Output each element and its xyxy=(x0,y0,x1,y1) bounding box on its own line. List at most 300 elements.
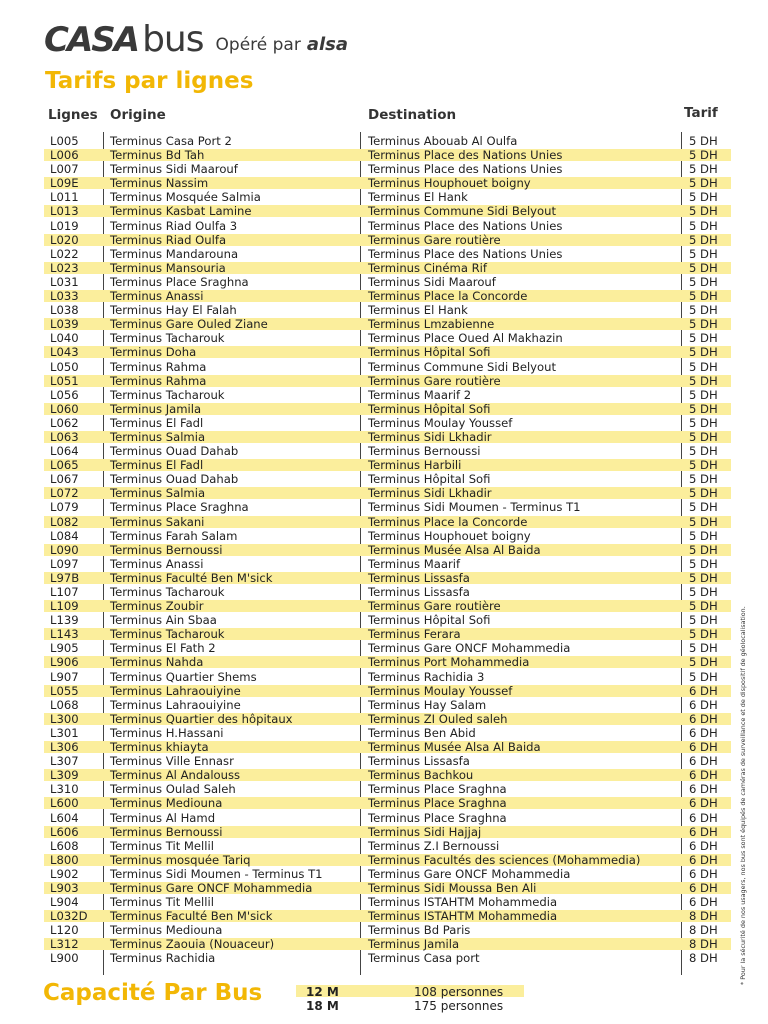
fare-cell: 8 DH xyxy=(689,951,718,966)
table-row xyxy=(44,768,731,782)
origin-cell: Terminus Faculté Ben M'sick xyxy=(110,570,273,585)
origin-cell: Terminus Anassi xyxy=(110,556,204,571)
line-code: L079 xyxy=(50,500,79,515)
origin-cell: Terminus Salmia xyxy=(110,486,206,501)
origin-cell: Terminus Oulad Saleh xyxy=(110,782,236,797)
table-row xyxy=(44,472,731,486)
fare-cell: 5 DH xyxy=(689,303,718,318)
fare-cell: 6 DH xyxy=(689,725,718,740)
fare-cell: 5 DH xyxy=(689,444,718,459)
origin-cell: Terminus Lahraouiyine xyxy=(110,683,241,698)
table-row xyxy=(44,754,731,768)
line-code: L107 xyxy=(50,585,79,599)
brand-bus: bus xyxy=(142,19,204,60)
origin-cell: Terminus khiayta xyxy=(110,740,209,755)
line-code: L005 xyxy=(50,134,79,148)
line-code: L019 xyxy=(50,218,79,233)
table-row xyxy=(44,796,731,810)
table-row xyxy=(44,543,731,557)
table-row xyxy=(44,684,731,698)
table-row xyxy=(44,345,731,359)
line-code: L063 xyxy=(50,429,79,444)
line-code: L082 xyxy=(50,514,79,529)
line-code: L904 xyxy=(50,895,79,910)
table-row xyxy=(44,233,731,247)
brand-logo xyxy=(44,20,348,60)
destination-cell: Terminus Houphouet boigny xyxy=(368,528,531,543)
fare-cell: 8 DH xyxy=(689,923,718,938)
line-code: L906 xyxy=(50,655,79,670)
operator-logo: alsa xyxy=(306,34,349,55)
origin-cell: Terminus Lahraouiyine xyxy=(110,697,241,712)
table-row xyxy=(44,360,731,374)
origin-cell: Terminus Mediouna xyxy=(110,796,223,811)
page-title: Tarifs par lignes xyxy=(45,68,254,94)
destination-cell: Terminus Lissasfa xyxy=(368,754,470,769)
origin-cell: Terminus Kasbat Lamine xyxy=(110,204,252,219)
line-code: L020 xyxy=(50,232,79,247)
line-code: L300 xyxy=(50,711,79,726)
destination-cell: Terminus Moulay Youssef xyxy=(368,683,513,698)
destination-cell: Terminus Port Mohammedia xyxy=(368,655,530,670)
col-header-origine: Origine xyxy=(110,107,166,123)
origin-cell: Terminus Mosquée Salmia xyxy=(110,190,261,205)
destination-cell: Terminus Musée Alsa Al Baida xyxy=(368,542,541,557)
origin-cell: Terminus Al Hamd xyxy=(110,810,216,825)
origin-cell: Terminus Nassim xyxy=(110,176,209,191)
fare-cell: 5 DH xyxy=(689,148,718,163)
table-row xyxy=(44,204,731,218)
fare-cell: 5 DH xyxy=(689,599,718,614)
destination-cell: Terminus Jamila xyxy=(368,937,460,952)
destination-cell: Terminus Ben Abid xyxy=(368,725,476,740)
origin-cell: Terminus mosquée Tariq xyxy=(110,852,251,867)
table-row xyxy=(44,909,731,923)
destination-cell: Terminus Z.I Bernoussi xyxy=(368,838,500,853)
origin-cell: Terminus El Fadl xyxy=(110,458,204,473)
line-code: L307 xyxy=(50,754,79,769)
line-code: L040 xyxy=(50,331,79,346)
table-row xyxy=(44,331,731,345)
line-code: L062 xyxy=(50,415,79,430)
fare-cell: 5 DH xyxy=(689,289,718,304)
fare-cell: 5 DH xyxy=(689,570,718,585)
destination-cell: Terminus Commune Sidi Belyout xyxy=(368,359,557,374)
origin-cell: Terminus El Fath 2 xyxy=(110,641,216,656)
destination-cell: Terminus Gare routière xyxy=(368,232,501,247)
table-row xyxy=(44,627,731,641)
table-row xyxy=(44,317,731,331)
fare-cell: 6 DH xyxy=(689,711,718,726)
fare-cell: 6 DH xyxy=(689,754,718,769)
origin-cell: Terminus Ain Sbaa xyxy=(110,613,217,628)
line-code: L139 xyxy=(50,613,79,628)
fare-cell: 5 DH xyxy=(689,514,718,529)
origin-cell: Terminus Zoubir xyxy=(110,599,204,614)
line-code: L902 xyxy=(50,866,79,881)
table-row xyxy=(44,726,731,740)
line-code: L97B xyxy=(50,570,80,585)
fare-cell: 5 DH xyxy=(689,528,718,543)
fare-cell: 5 DH xyxy=(689,260,718,275)
destination-cell: Terminus Houphouet boigny xyxy=(368,176,531,191)
line-code: L067 xyxy=(50,472,79,487)
destination-cell: Terminus Place des Nations Unies xyxy=(368,162,563,177)
table-row xyxy=(44,134,731,148)
fare-cell: 6 DH xyxy=(689,852,718,867)
destination-cell: Terminus Place Oued Al Makhazin xyxy=(368,331,563,346)
table-row xyxy=(44,839,731,853)
origin-cell: Terminus Farah Salam xyxy=(110,528,238,543)
destination-cell: Terminus Commune Sidi Belyout xyxy=(368,204,557,219)
capacity-size-12: 12 M xyxy=(306,985,339,999)
fare-cell: 5 DH xyxy=(689,415,718,430)
destination-cell: Terminus Gare ONCF Mohammedia xyxy=(368,641,571,656)
col-header-destination: Destination xyxy=(368,107,457,123)
table-row xyxy=(44,275,731,289)
origin-cell: Terminus Quartier des hôpitaux xyxy=(110,711,293,726)
table-row xyxy=(44,867,731,881)
origin-cell: Terminus Tacharouk xyxy=(110,387,225,402)
origin-cell: Terminus Riad Oulfa xyxy=(110,232,227,247)
table-row xyxy=(44,430,731,444)
origin-cell: Terminus Tacharouk xyxy=(110,331,225,346)
fare-cell: 5 DH xyxy=(689,359,718,374)
fare-cell: 5 DH xyxy=(689,317,718,332)
table-row xyxy=(44,247,731,261)
fare-cell: 6 DH xyxy=(689,866,718,881)
origin-cell: Terminus El Fadl xyxy=(110,415,204,430)
origin-cell: Terminus Bernoussi xyxy=(110,542,223,557)
fare-cell: 5 DH xyxy=(689,218,718,233)
fare-cell: 6 DH xyxy=(689,810,718,825)
origin-cell: Terminus Gare Ouled Ziane xyxy=(110,317,268,332)
line-code: L064 xyxy=(50,444,79,459)
destination-cell: Terminus Sidi Hajjaj xyxy=(368,824,482,839)
fare-cell: 5 DH xyxy=(689,669,718,684)
capacity-persons-18: 175 personnes xyxy=(414,999,504,1013)
side-note-text: * Pour la sécurité de nos usagers, nos bus sont équipés de caméras de surveillance et de dispositif de géolocalisation. xyxy=(739,606,747,985)
line-code: L903 xyxy=(50,880,79,895)
destination-cell: Terminus Place des Nations Unies xyxy=(368,246,563,261)
line-code: L031 xyxy=(50,274,79,289)
line-code: L312 xyxy=(50,937,79,952)
fare-cell: 5 DH xyxy=(689,429,718,444)
fare-cell: 5 DH xyxy=(689,176,718,191)
table-row xyxy=(44,557,731,571)
table-row xyxy=(44,641,731,655)
destination-cell: Terminus Ferara xyxy=(368,627,461,642)
line-code: L007 xyxy=(50,162,79,177)
line-code: L900 xyxy=(50,951,79,966)
origin-cell: Terminus Tacharouk xyxy=(110,627,225,642)
origin-cell: Terminus Doha xyxy=(110,345,197,360)
origin-cell: Terminus H.Hassani xyxy=(110,725,224,740)
table-row xyxy=(44,937,731,951)
origin-cell: Terminus Ouad Dahab xyxy=(110,444,239,459)
origin-cell: Terminus Hay El Falah xyxy=(110,303,237,318)
line-code: L097 xyxy=(50,556,79,571)
destination-cell: Terminus ISTAHTM Mohammedia xyxy=(368,909,558,924)
origin-cell: Terminus Rahma xyxy=(110,373,207,388)
destination-cell: Terminus ZI Ouled saleh xyxy=(368,711,508,726)
destination-cell: Terminus El Hank xyxy=(368,190,468,205)
destination-cell: Terminus Sidi Lkhadir xyxy=(368,486,492,501)
line-code: L905 xyxy=(50,641,79,656)
origin-cell: Terminus Casa Port 2 xyxy=(110,134,232,148)
fare-cell: 5 DH xyxy=(689,232,718,247)
destination-cell: Terminus Hôpital Sofi xyxy=(368,613,491,628)
fare-cell: 6 DH xyxy=(689,697,718,712)
destination-cell: Terminus Sidi Lkhadir xyxy=(368,429,492,444)
destination-cell: Terminus Hôpital Sofi xyxy=(368,401,491,416)
origin-cell: Terminus Zaouia (Nouaceur) xyxy=(110,937,275,952)
origin-cell: Terminus Bd Tah xyxy=(110,148,205,163)
destination-cell: Terminus Place Sraghna xyxy=(368,782,507,797)
destination-cell: Terminus Gare routière xyxy=(368,599,501,614)
operated-by-label: Opéré par xyxy=(215,35,301,55)
fare-cell: 5 DH xyxy=(689,542,718,557)
line-code: L310 xyxy=(50,782,79,797)
fare-cell: 6 DH xyxy=(689,683,718,698)
fare-cell: 5 DH xyxy=(689,246,718,261)
line-code: L604 xyxy=(50,810,79,825)
capacity-title: Capacité Par Bus xyxy=(43,980,263,1006)
origin-cell: Terminus Al Andalouss xyxy=(110,768,241,783)
fare-cell: 5 DH xyxy=(689,345,718,360)
destination-cell: Terminus Hôpital Sofi xyxy=(368,345,491,360)
destination-cell: Terminus ISTAHTM Mohammedia xyxy=(368,895,558,910)
destination-cell: Terminus Hôpital Sofi xyxy=(368,472,491,487)
origin-cell: Terminus Quartier Shems xyxy=(110,669,257,684)
origin-cell: Terminus Sakani xyxy=(110,514,205,529)
table-row xyxy=(44,416,731,430)
origin-cell: Terminus Ville Ennasr xyxy=(110,754,234,769)
destination-cell: Terminus Sidi Maarouf xyxy=(368,274,496,289)
destination-cell: Terminus Rachidia 3 xyxy=(368,669,485,684)
fare-cell: 6 DH xyxy=(689,796,718,811)
fare-cell: 5 DH xyxy=(689,458,718,473)
fare-cell: 5 DH xyxy=(689,373,718,388)
destination-cell: Terminus Place Sraghna xyxy=(368,796,507,811)
origin-cell: Terminus Salmia xyxy=(110,429,206,444)
fare-cell: 6 DH xyxy=(689,895,718,910)
destination-cell: Terminus Harbili xyxy=(368,458,462,473)
fare-cell: 5 DH xyxy=(689,556,718,571)
table-row xyxy=(44,825,731,839)
line-code: L013 xyxy=(50,204,79,219)
origin-cell: Terminus Riad Oulfa 3 xyxy=(110,218,238,233)
line-code: L072 xyxy=(50,486,79,501)
origin-cell: Terminus Anassi xyxy=(110,289,204,304)
table-row xyxy=(44,585,731,599)
table-row xyxy=(44,599,731,613)
fare-cell: 5 DH xyxy=(689,613,718,628)
line-code: L011 xyxy=(50,190,79,205)
line-code: L800 xyxy=(50,852,79,867)
destination-cell: Terminus Bernoussi xyxy=(368,444,481,459)
line-code: L606 xyxy=(50,824,79,839)
fare-cell: 5 DH xyxy=(689,387,718,402)
table-row xyxy=(44,374,731,388)
fare-cell: 5 DH xyxy=(689,190,718,205)
destination-cell: Terminus Sidi Moussa Ben Ali xyxy=(368,880,537,895)
destination-cell: Terminus Maarif xyxy=(368,556,461,571)
table-row xyxy=(44,712,731,726)
line-code: L056 xyxy=(50,387,79,402)
destination-cell: Terminus Moulay Youssef xyxy=(368,415,513,430)
line-code: L600 xyxy=(50,796,79,811)
line-code: L120 xyxy=(50,923,79,938)
fare-cell: 6 DH xyxy=(689,824,718,839)
fare-cell: 5 DH xyxy=(689,204,718,219)
line-code: L023 xyxy=(50,260,79,275)
line-code: L608 xyxy=(50,838,79,853)
fare-cell: 8 DH xyxy=(689,937,718,952)
destination-cell: Terminus Hay Salam xyxy=(368,697,487,712)
fare-cell: 5 DH xyxy=(689,134,718,148)
fare-cell: 6 DH xyxy=(689,768,718,783)
table-row xyxy=(44,740,731,754)
origin-cell: Terminus Mansouria xyxy=(110,260,226,275)
destination-cell: Terminus Place Sraghna xyxy=(368,810,507,825)
table-row xyxy=(44,613,731,627)
capacity-size-18: 18 M xyxy=(306,999,339,1013)
destination-cell: Terminus Gare routière xyxy=(368,373,501,388)
table-row xyxy=(44,500,731,514)
line-code: L060 xyxy=(50,401,79,416)
line-code: L006 xyxy=(50,148,79,163)
fare-cell: 6 DH xyxy=(689,880,718,895)
table-row xyxy=(44,811,731,825)
line-code: L032D xyxy=(50,909,88,924)
origin-cell: Terminus Rahma xyxy=(110,359,207,374)
destination-cell: Terminus Casa port xyxy=(368,951,480,966)
table-row xyxy=(44,176,731,190)
fare-cell: 5 DH xyxy=(689,585,718,599)
table-row xyxy=(44,444,731,458)
table-row xyxy=(44,853,731,867)
fare-cell: 5 DH xyxy=(689,274,718,289)
table-row xyxy=(44,458,731,472)
table-row xyxy=(44,670,731,684)
destination-cell: Terminus Place la Concorde xyxy=(368,289,528,304)
fare-cell: 6 DH xyxy=(689,740,718,755)
origin-cell: Terminus Bernoussi xyxy=(110,824,223,839)
destination-cell: Terminus Abouab Al Oulfa xyxy=(368,134,518,148)
line-code: L084 xyxy=(50,528,79,543)
line-code: L033 xyxy=(50,289,79,304)
destination-cell: Terminus Bachkou xyxy=(368,768,474,783)
fare-cell: 5 DH xyxy=(689,162,718,177)
origin-cell: Terminus Mediouna xyxy=(110,923,223,938)
fare-cell: 5 DH xyxy=(689,641,718,656)
table-row xyxy=(44,289,731,303)
line-code: L022 xyxy=(50,246,79,261)
table-row xyxy=(44,303,731,317)
table-row xyxy=(44,782,731,796)
line-code: L051 xyxy=(50,373,79,388)
fare-cell: 5 DH xyxy=(689,655,718,670)
line-code: L038 xyxy=(50,303,79,318)
origin-cell: Terminus Nahda xyxy=(110,655,204,670)
fare-cell: 5 DH xyxy=(689,627,718,642)
fare-cell: 5 DH xyxy=(689,331,718,346)
table-row xyxy=(44,698,731,712)
table-row xyxy=(44,219,731,233)
table-row xyxy=(44,881,731,895)
destination-cell: Terminus Bd Paris xyxy=(368,923,471,938)
line-code: L907 xyxy=(50,669,79,684)
fare-cell: 5 DH xyxy=(689,472,718,487)
destination-cell: Terminus Lmzabienne xyxy=(368,317,495,332)
origin-cell: Terminus Place Sraghna xyxy=(110,274,249,289)
line-code: L068 xyxy=(50,697,79,712)
table-row xyxy=(44,162,731,176)
destination-cell: Terminus Sidi Moumen - Terminus T1 xyxy=(368,500,581,515)
destination-cell: Terminus Gare ONCF Mohammedia xyxy=(368,866,571,881)
table-row xyxy=(44,402,731,416)
line-code: L143 xyxy=(50,627,79,642)
fare-cell: 5 DH xyxy=(689,486,718,501)
origin-cell: Terminus Rachidia xyxy=(110,951,216,966)
origin-cell: Terminus Sidi Moumen - Terminus T1 xyxy=(110,866,323,881)
security-side-note xyxy=(738,600,747,985)
destination-cell: Terminus Place des Nations Unies xyxy=(368,218,563,233)
line-code: L055 xyxy=(50,683,79,698)
origin-cell: Terminus Tacharouk xyxy=(110,585,225,599)
fare-cell: 8 DH xyxy=(689,909,718,924)
table-row xyxy=(44,655,731,669)
line-code: L301 xyxy=(50,725,79,740)
table-row xyxy=(44,571,731,585)
destination-cell: Terminus Place la Concorde xyxy=(368,514,528,529)
origin-cell: Terminus Gare ONCF Mohammedia xyxy=(110,880,313,895)
origin-cell: Terminus Mandarouna xyxy=(110,246,239,261)
destination-cell: Terminus El Hank xyxy=(368,303,468,318)
table-row xyxy=(44,895,731,909)
destination-cell: Terminus Facultés des sciences (Mohammedia) xyxy=(368,852,641,867)
table-row xyxy=(44,951,731,965)
col-header-ligne: Lignes xyxy=(48,107,98,123)
table-row xyxy=(44,486,731,500)
origin-cell: Terminus Sidi Maarouf xyxy=(110,162,238,177)
line-code: L109 xyxy=(50,599,79,614)
destination-cell: Terminus Place des Nations Unies xyxy=(368,148,563,163)
line-code: L043 xyxy=(50,345,79,360)
table-row xyxy=(44,515,731,529)
origin-cell: Terminus Place Sraghna xyxy=(110,500,249,515)
line-code: L065 xyxy=(50,458,79,473)
table-row xyxy=(44,529,731,543)
destination-cell: Terminus Cinéma Rif xyxy=(368,260,487,275)
fare-cell: 5 DH xyxy=(689,401,718,416)
origin-cell: Terminus Jamila xyxy=(110,401,202,416)
table-row xyxy=(44,261,731,275)
origin-cell: Terminus Ouad Dahab xyxy=(110,472,239,487)
brand-casa: CASA xyxy=(44,20,139,60)
col-header-tarif: Tarif xyxy=(684,105,718,121)
destination-cell: Terminus Lissasfa xyxy=(368,585,470,599)
capacity-persons-12: 108 personnes xyxy=(414,985,504,999)
fare-cell: 6 DH xyxy=(689,838,718,853)
line-code: L306 xyxy=(50,740,79,755)
line-code: L090 xyxy=(50,542,79,557)
origin-cell: Terminus Tit Mellil xyxy=(110,838,214,853)
destination-cell: Terminus Maarif 2 xyxy=(368,387,472,402)
fare-cell: 5 DH xyxy=(689,500,718,515)
origin-cell: Terminus Tit Mellil xyxy=(110,895,214,910)
